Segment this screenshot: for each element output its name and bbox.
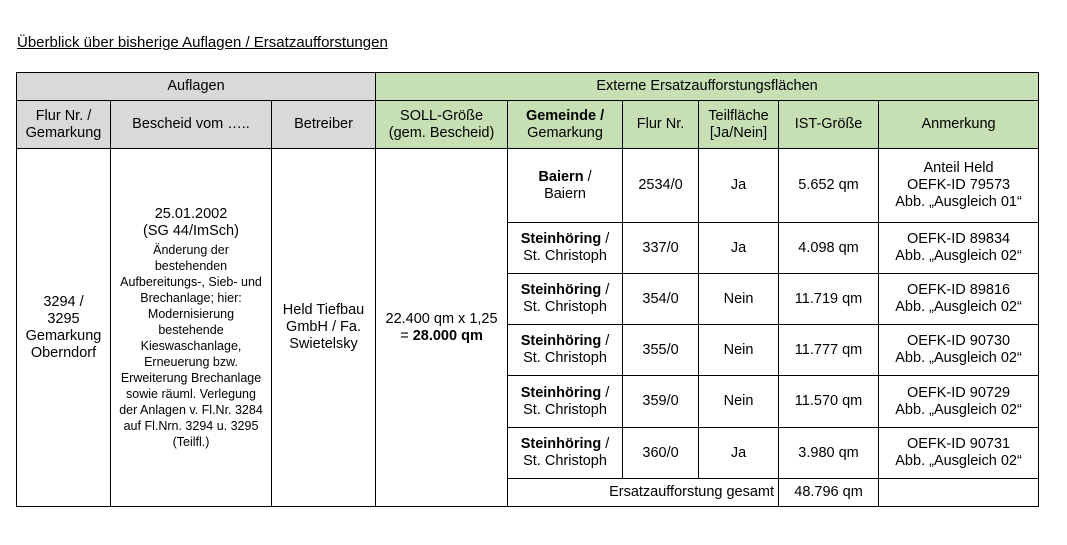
row-gemeinde: Steinhöring / St. Christoph — [508, 223, 623, 274]
auflage-betreiber-cell: Held Tiefbau GmbH / Fa. Swietelsky — [272, 149, 376, 507]
document-title: Überblick über bisherige Auflagen / Ersatzaufforstungen — [17, 34, 388, 51]
summary-label: Ersatzaufforstung gesamt — [508, 479, 779, 507]
row-anmerkung: OEFK-ID 90731 Abb. „Ausgleich 02“ — [879, 428, 1039, 479]
bescheid-ref: (SG 44/ImSch) — [143, 222, 239, 239]
col-header-soll: SOLL-Größe (gem. Bescheid) — [376, 101, 508, 149]
row-teilflaeche: Ja — [699, 223, 779, 274]
ersatzaufforstung-table — [16, 72, 1039, 507]
row-flur-nr: 354/0 — [623, 274, 699, 325]
row-ist: 11.777 qm — [779, 325, 879, 376]
bescheid-text: Änderung der bestehenden Aufbereitungs-, Sieb- und Brechanlage; hier: Modernisierung bestehende Kieswaschanlage, Erneuerung bzw. Erweiterung Brechanlage sowie räuml. Verlegung der Anlagen v. Fl.Nr. 3284 auf Fl.Nrn. 3294 u. 3295 (Teilfl.) — [119, 242, 263, 449]
soll-total: 28.000 qm — [412, 327, 483, 344]
row-gemeinde: Steinhöring / St. Christoph — [508, 274, 623, 325]
table-row — [17, 149, 1039, 223]
row-teilflaeche: Ja — [699, 149, 779, 223]
row-ist: 11.570 qm — [779, 376, 879, 428]
row-flur-nr: 360/0 — [623, 428, 699, 479]
row-teilflaeche: Ja — [699, 428, 779, 479]
row-teilflaeche: Nein — [699, 376, 779, 428]
auflage-flur-cell: 3294 / 3295 Gemarkung Oberndorf — [17, 149, 111, 507]
summary-total: 48.796 qm — [779, 479, 879, 507]
row-anmerkung: OEFK-ID 90730 Abb. „Ausgleich 02“ — [879, 325, 1039, 376]
row-anmerkung: OEFK-ID 89834 Abb. „Ausgleich 02“ — [879, 223, 1039, 274]
row-gemeinde: Steinhöring / St. Christoph — [508, 325, 623, 376]
col-header-betreiber: Betreiber — [272, 101, 376, 149]
row-ist: 5.652 qm — [779, 149, 879, 223]
row-teilflaeche: Nein — [699, 274, 779, 325]
row-flur-nr: 337/0 — [623, 223, 699, 274]
col-header-flur-nr: Flur Nr. — [623, 101, 699, 149]
row-anmerkung: OEFK-ID 90729 Abb. „Ausgleich 02“ — [879, 376, 1039, 428]
col-header-anmerkung: Anmerkung — [879, 101, 1039, 149]
row-ist: 4.098 qm — [779, 223, 879, 274]
group-header-extern: Externe Ersatzaufforstungsflächen — [376, 73, 1039, 101]
col-header-bescheid: Bescheid vom ….. — [111, 101, 272, 149]
row-flur-nr: 355/0 — [623, 325, 699, 376]
row-gemeinde: Steinhöring / St. Christoph — [508, 428, 623, 479]
col-header-ist: IST-Größe — [779, 101, 879, 149]
row-flur-nr: 359/0 — [623, 376, 699, 428]
bescheid-date: 25.01.2002 — [154, 205, 228, 222]
row-teilflaeche: Nein — [699, 325, 779, 376]
col-header-flur: Flur Nr. / Gemarkung — [17, 101, 111, 149]
row-anmerkung: OEFK-ID 89816 Abb. „Ausgleich 02“ — [879, 274, 1039, 325]
col-header-gemeinde: Gemeinde / Gemarkung — [508, 101, 623, 149]
row-gemeinde: Steinhöring / St. Christoph — [508, 376, 623, 428]
row-flur-nr: 2534/0 — [623, 149, 699, 223]
row-ist: 3.980 qm — [779, 428, 879, 479]
col-header-teilflaeche: Teilfläche [Ja/Nein] — [699, 101, 779, 149]
group-header-auflagen: Auflagen — [17, 73, 376, 101]
auflage-soll-cell: 22.400 qm x 1,25 = 28.000 qm — [376, 149, 508, 507]
row-ist: 11.719 qm — [779, 274, 879, 325]
row-gemeinde: Baiern / Baiern — [508, 149, 623, 223]
row-anmerkung: Anteil Held OEFK-ID 79573 Abb. „Ausgleich 01“ — [879, 149, 1039, 223]
summary-empty — [879, 479, 1039, 507]
auflage-bescheid-cell — [111, 149, 272, 507]
